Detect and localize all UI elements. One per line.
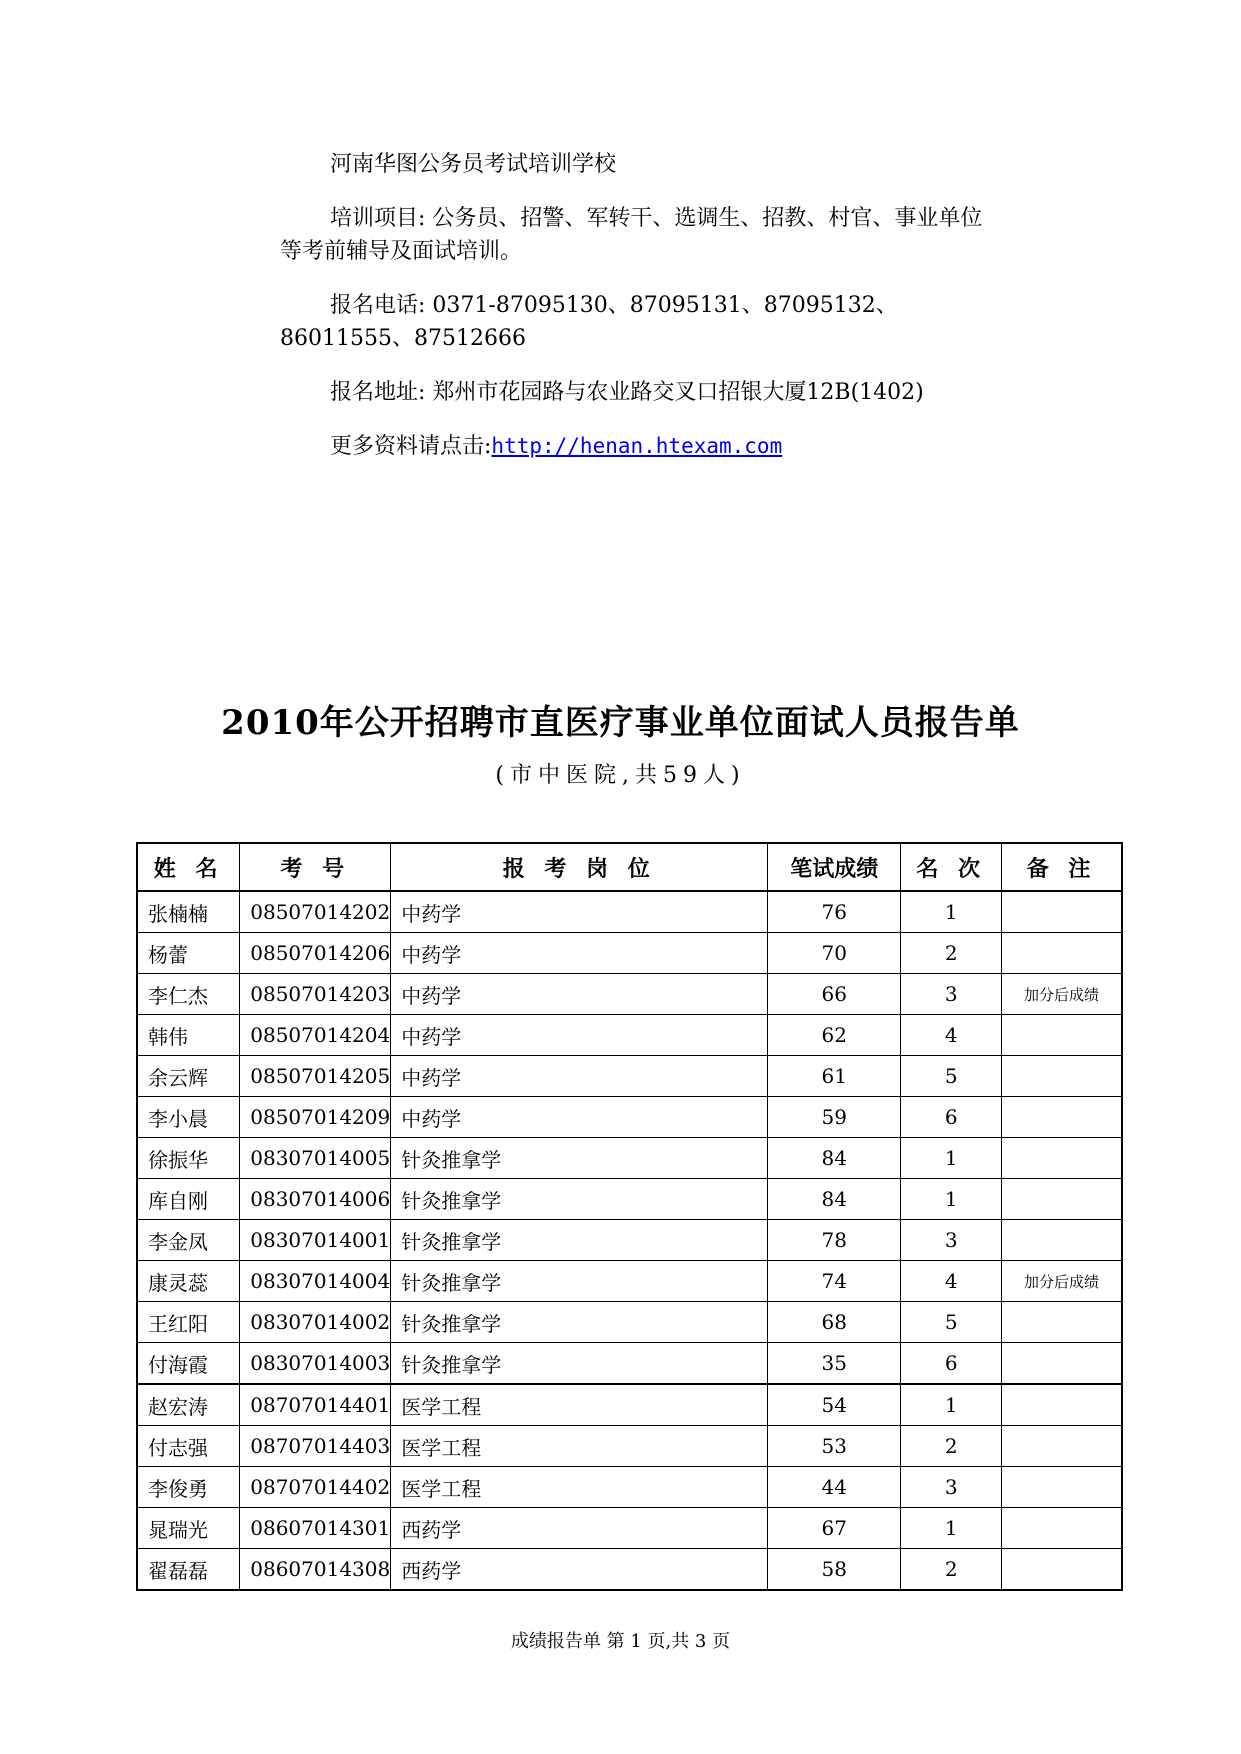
cell-score: 59 [768,1097,901,1138]
cell-name: 王红阳 [137,1302,240,1343]
cell-post: 中药学 [391,1015,768,1056]
cell-post: 针灸推拿学 [391,1261,768,1302]
cell-note [1002,1179,1122,1220]
cell-score: 70 [768,933,901,974]
table-row [137,1097,1122,1138]
table-row [137,1261,1122,1302]
cell-exam-id: 08507014205 [240,1056,391,1097]
cell-note [1002,1097,1122,1138]
table-row [137,1549,1122,1591]
cell-note [1002,1467,1122,1508]
cell-exam-id: 08307014002 [240,1302,391,1343]
table-row [137,1056,1122,1097]
cell-note [1002,933,1122,974]
cell-note [1002,1384,1122,1426]
cell-note [1002,1343,1122,1385]
table-row [137,1138,1122,1179]
table-row [137,1467,1122,1508]
cell-post: 医学工程 [391,1467,768,1508]
header-rank: 名 次 [901,843,1002,891]
cell-rank: 6 [901,1097,1002,1138]
cell-name: 徐振华 [137,1138,240,1179]
more-info-label: 更多资料请点击: [330,434,492,459]
table-header-row [137,843,1122,891]
cell-rank: 6 [901,1343,1002,1385]
intro-section [280,148,1000,484]
table-row [137,1384,1122,1426]
cell-post: 针灸推拿学 [391,1179,768,1220]
table-body [137,891,1122,1590]
cell-score: 61 [768,1056,901,1097]
cell-score: 74 [768,1261,901,1302]
header-id: 考 号 [240,843,391,891]
cell-note [1002,1508,1122,1549]
cell-note: 加分后成绩 [1002,974,1122,1015]
cell-name: 付海霞 [137,1343,240,1385]
cell-note [1002,1302,1122,1343]
cell-exam-id: 08707014401 [240,1384,391,1426]
cell-exam-id: 08607014308 [240,1549,391,1591]
cell-post: 中药学 [391,891,768,933]
page-footer: 成绩报告单 第 1 页,共 3 页 [510,1631,731,1652]
results-table [136,842,1123,1591]
cell-name: 付志强 [137,1426,240,1467]
cell-exam-id: 08307014001 [240,1220,391,1261]
cell-name: 张楠楠 [137,891,240,933]
table-row [137,974,1122,1015]
cell-score: 67 [768,1508,901,1549]
cell-name: 赵宏涛 [137,1384,240,1426]
address-line: 报名地址: 郑州市花园路与农业路交叉口招银大厦12B(1402) [330,380,924,405]
cell-exam-id: 08707014403 [240,1426,391,1467]
cell-rank: 3 [901,1467,1002,1508]
cell-note [1002,1220,1122,1261]
cell-name: 康灵蕊 [137,1261,240,1302]
more-info-line [280,430,1000,463]
cell-exam-id: 08307014006 [240,1179,391,1220]
cell-score: 68 [768,1302,901,1343]
cell-exam-id: 08507014202 [240,891,391,933]
cell-rank: 2 [901,1426,1002,1467]
cell-post: 医学工程 [391,1426,768,1467]
website-link[interactable]: http://henan.htexam.com [491,434,783,458]
table-row [137,1220,1122,1261]
cell-note [1002,1015,1122,1056]
table-row [137,891,1122,933]
cell-post: 西药学 [391,1549,768,1591]
cell-rank: 2 [901,933,1002,974]
table-row [137,1343,1122,1385]
cell-rank: 4 [901,1015,1002,1056]
cell-note [1002,1056,1122,1097]
table-row [137,1508,1122,1549]
cell-name: 翟磊磊 [137,1549,240,1591]
cell-note [1002,1426,1122,1467]
cell-post: 中药学 [391,1056,768,1097]
cell-rank: 1 [901,1179,1002,1220]
cell-score: 35 [768,1343,901,1385]
cell-name: 余云辉 [137,1056,240,1097]
table-row [137,1015,1122,1056]
cell-post: 针灸推拿学 [391,1343,768,1385]
cell-post: 中药学 [391,1097,768,1138]
cell-name: 李俊勇 [137,1467,240,1508]
cell-name: 库自刚 [137,1179,240,1220]
table-row [137,933,1122,974]
header-name: 姓 名 [137,843,240,891]
cell-post: 医学工程 [391,1384,768,1426]
cell-score: 84 [768,1138,901,1179]
cell-rank: 5 [901,1056,1002,1097]
cell-score: 78 [768,1220,901,1261]
cell-post: 针灸推拿学 [391,1138,768,1179]
cell-name: 杨蕾 [137,933,240,974]
cell-note: 加分后成绩 [1002,1261,1122,1302]
cell-rank: 1 [901,1138,1002,1179]
cell-note [1002,1549,1122,1591]
table-row [137,1426,1122,1467]
cell-rank: 4 [901,1261,1002,1302]
header-note: 备 注 [1002,843,1122,891]
cell-exam-id: 08307014005 [240,1138,391,1179]
training-items: 培训项目: 公务员、招警、军转干、选调生、招教、村官、事业单位等考前辅导及面试培训。 [280,206,983,264]
cell-note [1002,1138,1122,1179]
header-post: 报 考 岗 位 [391,843,768,891]
cell-note [1002,891,1122,933]
cell-exam-id: 08507014206 [240,933,391,974]
phone-line: 报名电话: 0371-87095130、87095131、87095132、86011555、87512666 [280,293,898,351]
cell-score: 62 [768,1015,901,1056]
cell-rank: 2 [901,1549,1002,1591]
table-row [137,1179,1122,1220]
cell-score: 44 [768,1467,901,1508]
cell-exam-id: 08507014203 [240,974,391,1015]
cell-post: 针灸推拿学 [391,1220,768,1261]
cell-name: 晁瑞光 [137,1508,240,1549]
school-name: 河南华图公务员考试培训学校 [330,152,617,177]
cell-post: 西药学 [391,1508,768,1549]
cell-name: 李仁杰 [137,974,240,1015]
cell-post: 针灸推拿学 [391,1302,768,1343]
cell-rank: 1 [901,1508,1002,1549]
cell-score: 84 [768,1179,901,1220]
cell-rank: 3 [901,1220,1002,1261]
table-row [137,1302,1122,1343]
cell-rank: 5 [901,1302,1002,1343]
cell-rank: 1 [901,891,1002,933]
cell-score: 66 [768,974,901,1015]
cell-exam-id: 08507014204 [240,1015,391,1056]
cell-exam-id: 08507014209 [240,1097,391,1138]
cell-score: 58 [768,1549,901,1591]
cell-rank: 1 [901,1384,1002,1426]
cell-exam-id: 08707014402 [240,1467,391,1508]
page-subtitle: (市中医院,共59人) [495,763,746,788]
cell-exam-id: 08607014301 [240,1508,391,1549]
cell-name: 李小晨 [137,1097,240,1138]
cell-name: 韩伟 [137,1015,240,1056]
cell-exam-id: 08307014004 [240,1261,391,1302]
cell-score: 54 [768,1384,901,1426]
cell-post: 中药学 [391,974,768,1015]
cell-name: 李金凤 [137,1220,240,1261]
page-title: 2010年公开招聘市直医疗事业单位面试人员报告单 [221,703,1020,743]
cell-exam-id: 08307014003 [240,1343,391,1385]
cell-score: 76 [768,891,901,933]
header-score: 笔试成绩 [768,843,901,891]
cell-score: 53 [768,1426,901,1467]
cell-rank: 3 [901,974,1002,1015]
cell-post: 中药学 [391,933,768,974]
